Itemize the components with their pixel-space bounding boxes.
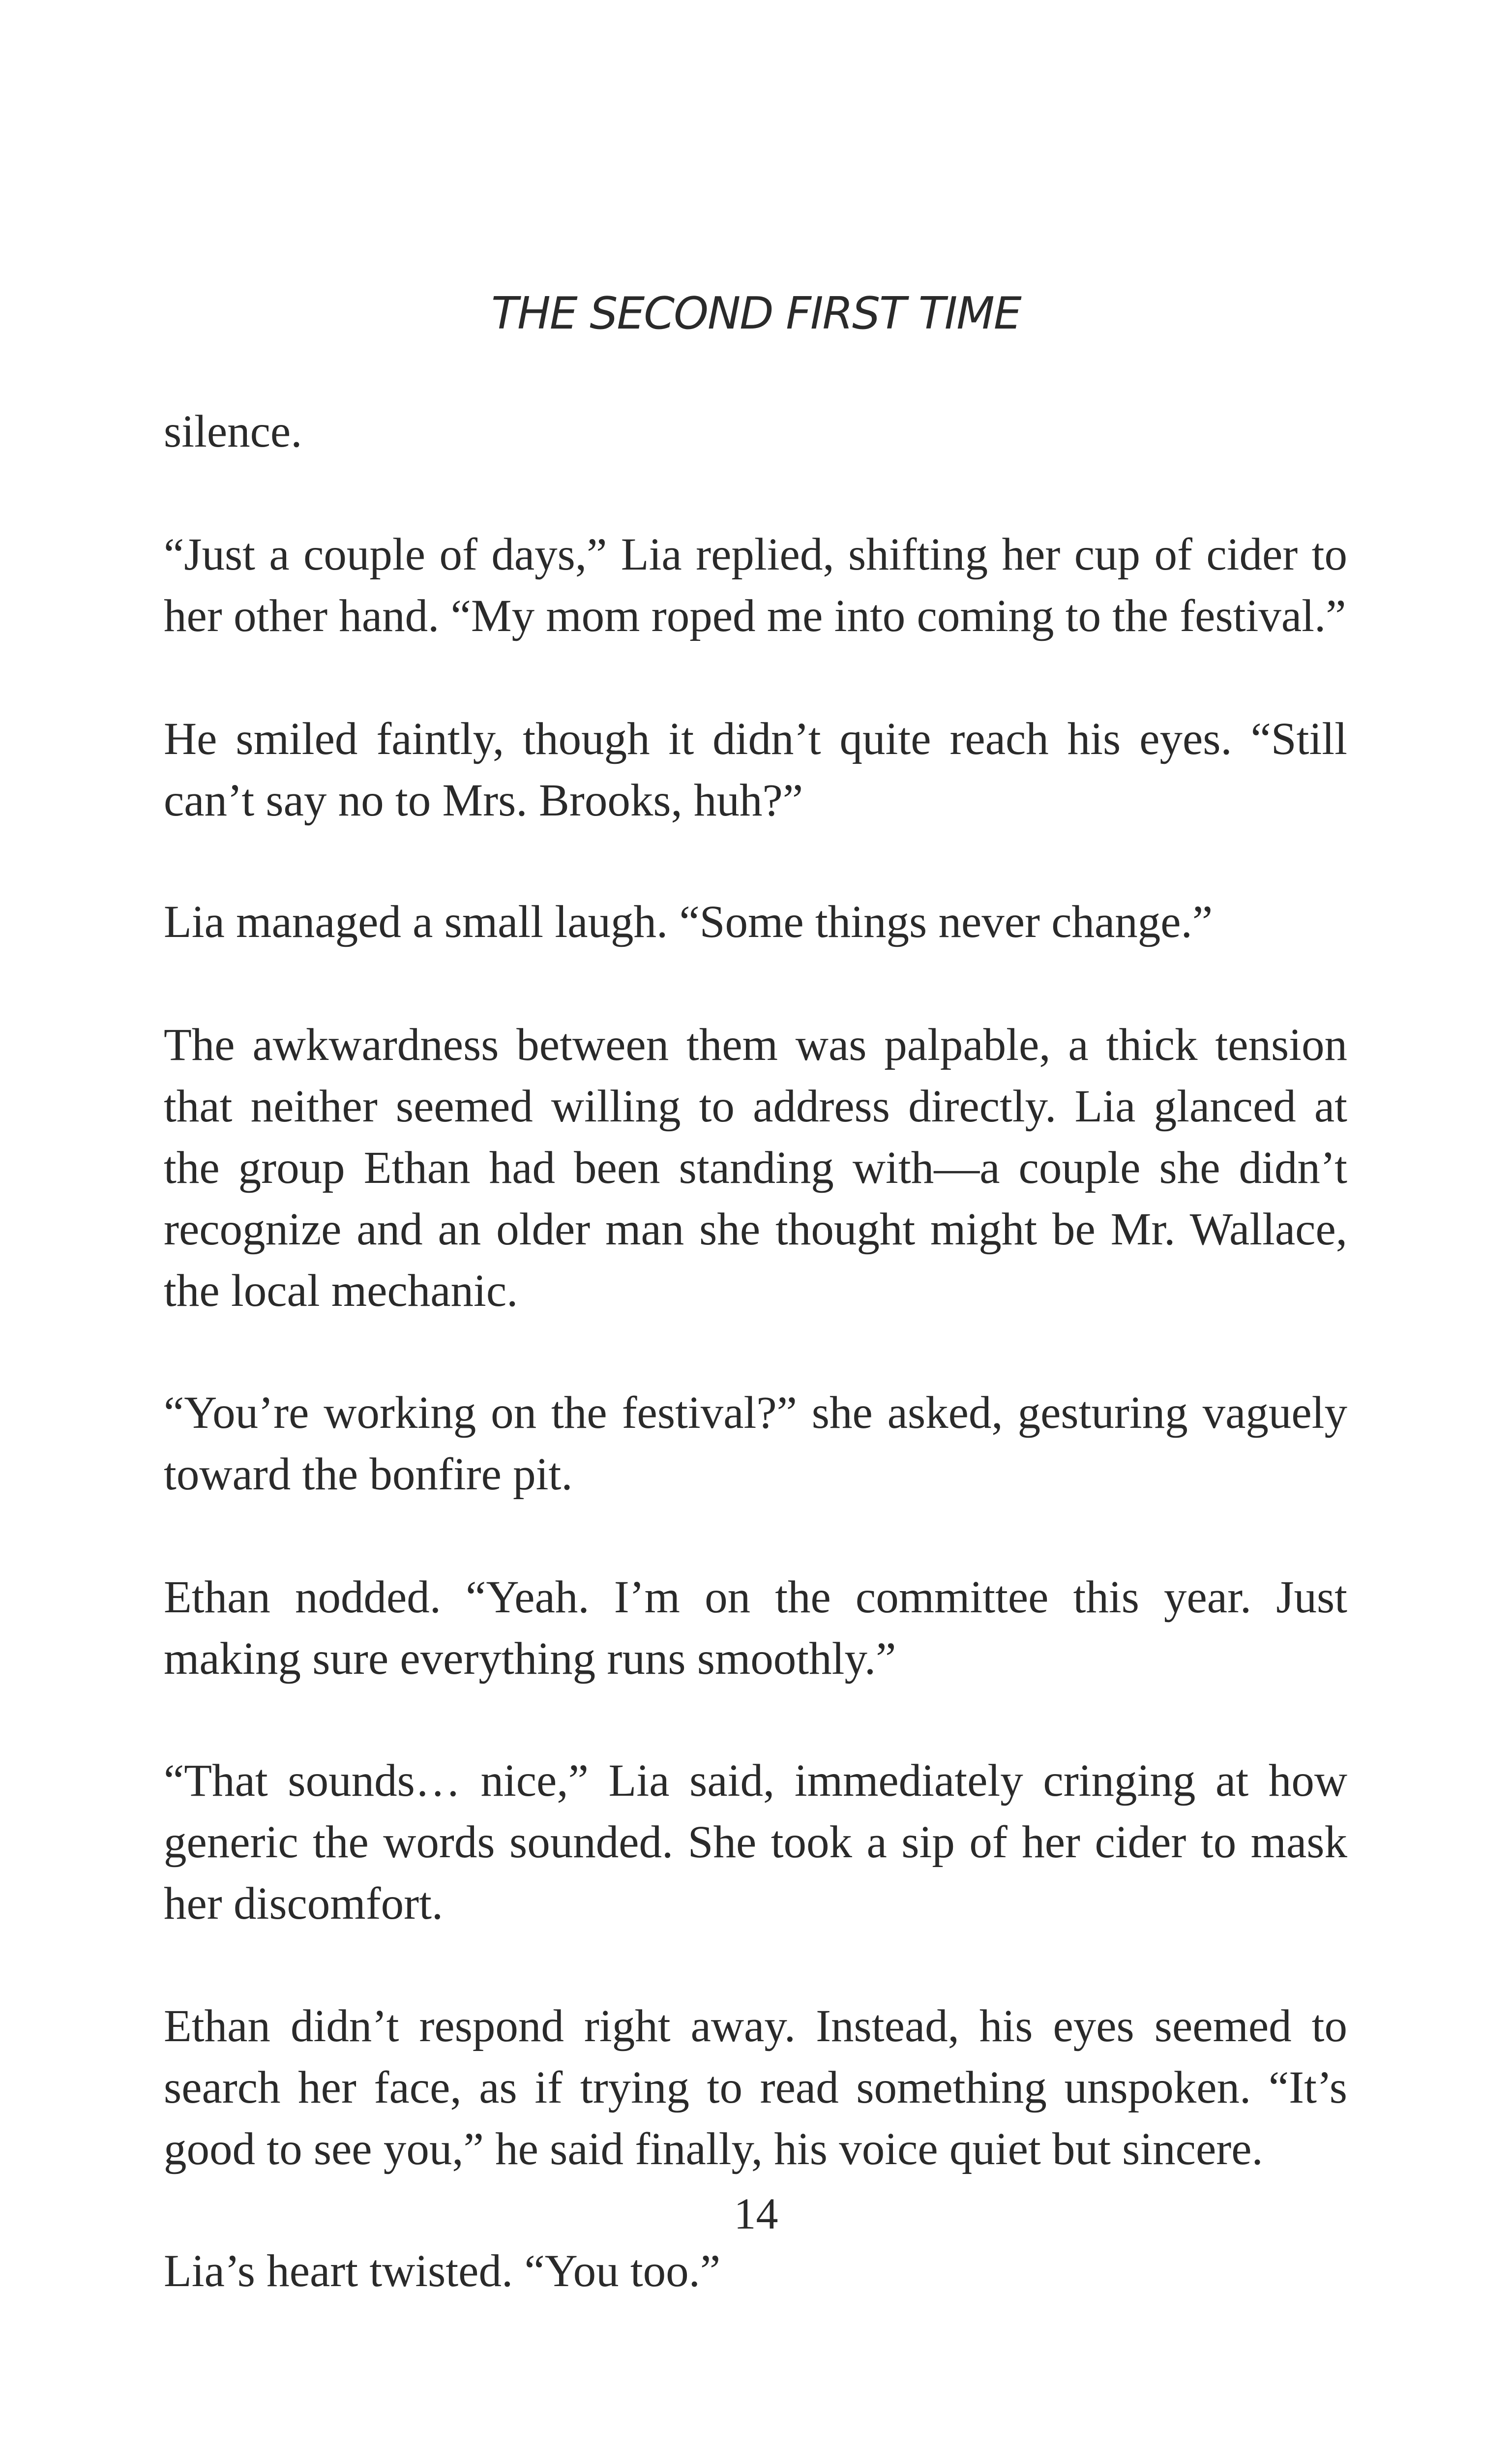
- text-line: The awkwardness between them was palpable, a thick tension: [164, 1020, 1347, 1070]
- text-line: generic the words sounded. She took a sip of her cider to mask: [164, 1817, 1347, 1868]
- text-line: Lia managed a small laugh. “Some things never change.”: [164, 897, 1213, 947]
- text-line: “Just a couple of days,” Lia replied, shifting her cup of cider to: [164, 529, 1347, 580]
- text-line: her other hand. “My mom roped me into coming to the festival.”: [164, 591, 1346, 641]
- text-line: can’t say no to Mrs. Brooks, huh?”: [164, 775, 803, 826]
- text-line: “You’re working on the festival?” she asked, gesturing vaguely: [164, 1387, 1347, 1438]
- paragraph: [164, 708, 1347, 831]
- paragraph: [164, 1750, 1347, 1934]
- text-line: silence.: [164, 406, 302, 457]
- paragraph: [164, 2240, 1347, 2302]
- text-line: making sure everything runs smoothly.”: [164, 1633, 896, 1684]
- text-line: recognize and an older man she thought might be Mr. Wallace,: [164, 1204, 1347, 1255]
- paragraph: [164, 401, 1347, 462]
- running-head: THE SECOND FIRST TIME: [491, 288, 1021, 339]
- text-line: “That sounds… nice,” Lia said, immediately cringing at how: [164, 1755, 1347, 1806]
- text-line: Ethan didn’t respond right away. Instead, his eyes seemed to: [164, 2001, 1347, 2051]
- text-line: toward the bonfire pit.: [164, 1449, 573, 1500]
- paragraph: [164, 1567, 1347, 1689]
- page-number: 14: [734, 2190, 778, 2238]
- text-line: search her face, as if trying to read something unspoken. “It’s: [164, 2062, 1347, 2113]
- paragraph: [164, 1014, 1347, 1322]
- text-line: her discomfort.: [164, 1878, 444, 1929]
- paragraph: [164, 891, 1347, 953]
- text-line: the group Ethan had been standing with—a couple she didn’t: [164, 1143, 1347, 1193]
- text-line: the local mechanic.: [164, 1266, 518, 1316]
- text-line: Lia’s heart twisted. “You too.”: [164, 2246, 721, 2296]
- text-line: He smiled faintly, though it didn’t quite reach his eyes. “Still: [164, 714, 1347, 764]
- paragraph: [164, 1382, 1347, 1505]
- text-line: that neither seemed willing to address directly. Lia glanced at: [164, 1081, 1347, 1132]
- text-line: Ethan nodded. “Yeah. I’m on the committee this year. Just: [164, 1572, 1347, 1623]
- paragraph: [164, 1995, 1347, 2180]
- text-line: good to see you,” he said finally, his voice quiet but sincere.: [164, 2124, 1263, 2174]
- paragraph: [164, 524, 1347, 647]
